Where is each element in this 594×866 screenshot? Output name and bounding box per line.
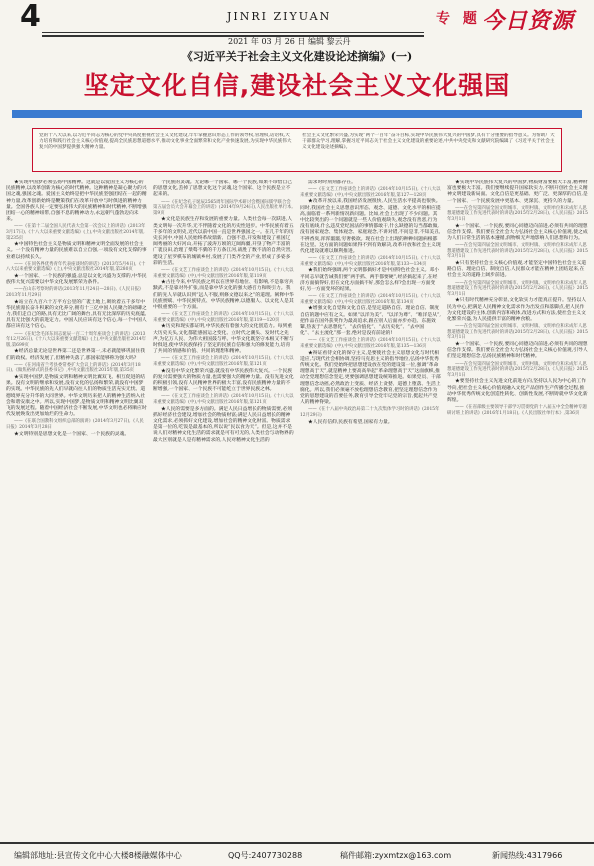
citation: ——在会见第四届全国文明城市、文明村镇、文明单位和未成年人思想道德建设工作先进代表时的讲话(2015年2月28日),《人民日报》2015年3月1日 [447,280,588,297]
citation: ——《在省部级主要领导干部学习贯彻党的十八届五中全会精神专题研讨班上的讲话》(2016年1月18日),《人民出版社单行本》,第36页 [447,405,587,416]
article-column [300,180,441,832]
paragraph: ★辩证看待文化的保守主义,是要使社会主义思想文化与时代相适应,与现代社会相协调,坚持马克思主义的指导地位,弘扬中华优秀传统文化。我们党始终把思想建设放在党的建设第一位,强调“革命理想高于天”,就是精神上要高高举起“革命理想高于天”这面旗帜,推动全党理想信念坚定,更要强调思想建设统筹推进。如果党员、干部理想信念动摇,必然政治上变质、经济上贪婪、道德上堕落、生活上腐化。所以,我们必须毫不放松理想信念教育,把坚定理想信念作为党的思想建设的首要任务,教育引导全党牢记党的宗旨,挺起共产党人的精神脊梁。 [300,350,441,406]
paragraph: ★改革开放以来,我国经济发展很快,人民生活水平提高也很快。同时,我国社会主义思想意识形态、观念、道德、文化水平的相应提高,面临着一系列新情况新问题。比如,社会上出现了不少问题。其中比较突出的一个问题就是一些人价值观缺失,观念没有善恶,行为没有底线,什么违反党纪国法的事情都敢干,什么缺德的勾当都敢做,没有国家观念、集体观念、家庭观念,不讲对错,不问是非,不知美丑,不辨香臭,浑浑噩噩,穷奢极欲。现在社会上出现的种种问题病根都在这里。这方面的问题如果得不到有效解决,改革开放和社会主义现代化建设就难以顺利推进。 [300,199,441,255]
footer-address: 编辑部地址:县宣传文化中心大楼8楼融媒体中心 [14,851,182,860]
paragraph: ★文化是民族生存和发展的重要力量。人类社会每一次跃进,人类文明每一次升华,无不伴随着文化的历史性进步。中华民族有着五千多年的文明史,近代以前中国一直是世界强国之一。在几千年的历史长河中,中国人民始终革故鼎新、自强不息,开发和建设了祖国辽阔秀丽的大好河山,开拓了波涛万顷的辽阔海疆,开垦了物产丰富的广袤良田,治理了桀骜不驯的千万条江河,战胜了数不清的自然灾害,建设了星罗棋布的城镇乡村,发展了门类齐全的产业,形成了多姿多彩的生活。 [153,217,294,266]
paragraph: ★实现中国梦,是物质文明和精神文明比翼双飞、相互促进的结果。没有文明的继承和发展,没有文化的弘扬和繁荣,就没有中国梦的实现。中华民族的先人们早就向往人们的物质生活充实无忧、道德境界充分升华的大同世界。中华文明历来把人的精神生活纳入社会和谐安康之中。所以,实现中国梦,是物质文明和精神文明比翼双飞的发展过程。随着中国经济社会不断发展,中华文明也必将顺应时代发展焕发出更加灿烂的生命力。 [6,374,147,418]
paragraph: ★没有中华文化繁荣兴盛,就没有中华民族伟大复兴。一个民族的复兴需要强大的物质力量,也需要强大的精神力量。没有先进文化的积极引领,没有人民精神世界的极大丰富,没有民族精神力量的不断增强,一个国家、一个民族不可能屹立于世界民族之林。 [153,368,294,393]
citation: ——《在纪念孔子诞辰2565周年国际学术研讨会暨国际儒学联合会第五届会员大会开幕会上的讲话》(2014年9月24日),人民出版社单行本,第9页 [153,199,293,216]
paragraph: ★我们始终强调,两个文明都搞好才是中国特色社会主义。邓小平同志早就告诫我们要“两手抓、两手都要硬”,经济搞起来了,在经济方面搞得好,但在文化方面搞不好,那会怎么样?会出现一方面变好,另一方面变坏的结果。 [300,268,440,293]
paragraph: ★一个国家、一个民族,要同心同德迈向前进,必须有共同的理想信念作支撑。我们要在全社会大力弘扬社会主义核心价值观,使之成为人们日常生活的基本遵循,润物细无声地影响人们思想和行为。 [447,223,588,241]
paragraph: ★中国特色社会主义是物质文明和精神文明全面发展的社会主义。一个没有精神力量的民族难以自立自强,一项没有文化支撑的事业难以持续长久。 [6,242,147,260]
article-column [447,180,588,832]
paragraph: ★文明特别是思想文化是一个国家、一个民族的灵魂。 [14,431,130,437]
paragraph: ★只有坚持社会主义核心价值观,才能坚定中国特色社会主义道路自信、理论自信、制度自信,人民群众才能在精神上团结起来,在社会主义的道路上阔步前进。 [447,260,587,279]
footer [0,842,594,866]
citation: ——在会见第四届全国文明城市、文明村镇、文明单位和未成年人思想道德建设工作先进代表时的讲话(2015年2月28日),《人民日报》2015年3月1日 [447,324,588,341]
citation: ——《在文艺工作座谈会上的讲话》(2014年10月15日),《十八大以来重要文献选编》(中),中央文献出版社2016年版,第119页 [153,268,294,279]
citation: ——《在十八届中央政治局第二十九次集体学习时的讲话》(2015年12月29日) [300,407,440,419]
citation: ——《在文艺工作座谈会上的讲话》(2014年10月15日),《十八大以来重要文献选编》(中),中央文献出版社2016年版,第134页 [300,294,441,305]
article-columns [6,180,588,832]
page-number: 4 [20,0,41,34]
masthead-rule [42,32,424,33]
decorative-band [12,110,582,118]
paragraph: ★实现中华民族伟大复兴的中国梦,物质财富要极大丰富,精神财富也要极大丰富。我们要继续提升国家软实力,不断开创社会主义精神文明建设新局面。文化自信是更基础、更广泛、更深厚的自信,是一个国家、一个民族发展中更基本、更深沉、更持久的力量。 [447,180,588,204]
footer-hotline: 新闻热线:4317966 [492,851,563,860]
footer-email: 稿件邮箱:zyxmtzx@163.com [340,851,452,860]
citation: ——《在文艺工作座谈会上的讲话》(2014年10月15日),《十八大以来重要文献选编》(中),中央文献出版社2016年版,第133—134页 [300,256,441,267]
citation: ——《在第十二届全国人民代表大会第一次会议上的讲话》(2013年3月17日),《十八大以来重要文献选编》(上),中央文献出版社2014年版,第235页 [6,224,146,241]
citation: ——《在文艺工作座谈会上的讲话》(2014年10月15日),《十八大以来重要文献选编》(中),中央文献出版社2016年版,第119—120页 [153,312,294,323]
citation: ——《在文艺工作座谈会上的讲话》(2014年10月15日),《十八大以来重要文献选编》(中),中央文献出版社2016年版,第135—136页 [300,338,441,350]
section-label: 专 题 [436,11,481,27]
paragraph: ★站立在九百六十万平方公里的广袤土地上,吸吮着五千多年中华民族漫长奋斗积累的文化养分,拥有十三亿中国人民聚合的磅礴之力,我们走自己的路,具有无比广阔的舞台,具有无比深厚的历史底蕴,具有无比强大的前进定力。中国人民应该有这个信心,每一个中国人都应该有这个信心。 [6,299,147,330]
paragraph: ★经济总量无论是世界第二还是世界第一,未必就能够巩固住我们的政权。经济发展了,但精神失落了,那国家能够称为强大吗? [6,349,146,361]
paragraph: ★历史和现实都证明,中华民族有着强大的文化创造力。每到重大历史关头,文化都能感国运之变化、立时代之潮头、发时代之先声,为亿万人民、为伟大祖国鼓与呼。中华文化既坚守本根又不断与时俱进,使中华民族保持了坚定的民族自信和强大的修复能力,培育了共同的情感和价值、共同的理想和精神。 [153,324,294,355]
paragraph: ★实现中国梦必须弘扬中国精神。这就是以爱国主义为核心的民族精神,以改革创新为核心的时代精神。这种精神是凝心聚力的兴国之魂,强国之魂。爱国主义始终是把中华民族坚强团结在一起的精神力量,改革创新始终是鞭策我们在改革开放中与时俱进的精神力量。全国各族人民一定要弘扬伟大的民族精神和时代精神,不断增强团结一心的精神纽带,自强不息的精神动力,永远朝气蓬勃迈向未来。 [6,180,147,223]
footer-qq: QQ号:2407730288 [228,851,303,860]
citation: ——在会见第四届全国文明城市、文明村镇、文明单位和未成年人思想道德建设工作先进代表时的讲话(2015年2月28日),《人民日报》2015年3月1日 [447,243,588,260]
paragraph: ★增强文化自觉和文化自信,是坚定道路自信、理论自信、制度自信的题中应有之义。如果“以洋为美”、“以洋为尊”、“唯洋是从”,把作品在国外获奖作为最高追求,跟在别人后面亦步亦趋、东施效颦,热衷于“去思想化”、“去价值化”、“去历史化”、“去中国化”、“去主流化”那一套,绝对是没有前途的! [300,306,441,337]
lede-right: 社会主义文化繁荣兴盛,为实现“两个一百年”奋斗目标,实现中华民族伟大复兴的中国梦,具有十分重要的指导意义。为帮助广大干部群众学习,理解,掌握习近平同志关于社会主义文化建设的重要论述,中共中央党史和文献研究院编辑了《习近平关于社会主义文化建设论述摘编》。 [302,133,555,150]
citation: ——《在文艺工作座谈会上的讲话》(2014年10月15日),《十八大以来重要文献选编》(中),中央文献出版社2016年版,第121页 [153,356,294,368]
citation: ——在会见第四届全国文明城市、文明村镇、文明单位和未成年人思想道德建设工作先进代表时的讲话(2015年2月28日),《人民日报》2015年3月1日 [447,205,588,222]
citation: ——《在联合国教科文组织总部的演讲》(2014年3月27日),《人民日报》2014年3月28日 [6,419,144,430]
citation: ——《在河南省兰考县委常委扩大会议上的讲话》(2014年3月18日),《做焦裕禄式的县委书记》,中央文献出版社2015年版,第35页 [6,362,141,374]
article-column [153,180,294,832]
dateline: 2021 年 03 月 26 日 编辑 黎云丹 [228,37,351,46]
brand-logo: 今日资源 [482,8,575,34]
citation: ——《在文艺工作座谈会上的讲话》(2014年10月15日),《十八大以来重要文献选编》(中),中央文献出版社2016年版,第121页 [153,394,294,406]
paragraph: 需求时时刻刻都存在。 [308,180,356,185]
paragraph: 个民族的灵魂。无论哪一个国家、哪一个民族,如果不珍惜自己的思想文化,丢掉了思想文化这个灵魂,这个国家、这个民族是立不起来的。 [153,180,293,198]
article-column [6,180,147,832]
headline: 坚定文化自信,建设社会主义文化强国 [83,71,511,100]
citation: ——在会见第四届全国文明城市、文明村镇、文明单位和未成年人思想道德建设工作先进代表时的讲话(2015年2月28日),《人民日报》2015年3月1日 [447,361,588,378]
paragraph: ★要坚持社会主义先进文化前进方向,坚持以人民为中心的工作导向,把社会主义核心价值观融入文化产品创作生产传播全过程,推动中华优秀传统文化创造性转化、创新性发展,不断铸就中华文化新辉煌。 [447,379,588,403]
paragraph: ★人民的需要是多方面的。满足人民日益增长的物质需要,必须抓好经济社会建设,增加社会的物质财富;满足人民日益增长的精神文化需求,必须抓好文化建设,增加社会的精神文化财富。物质需求是第一位的,吃饭是最基本的,所以说“民以食为天”。但是,这并不是说人们对精神文化生活的需求就是可有可无的,人类社会与动物界的最大区别就是人是有精神需求的,人民对精神文化生活的 [153,406,294,443]
paragraph: ★一个国家、一个民族的强盛,总是以文化兴盛为支撑的,中华民族伟大复兴需要以中华文化发展繁荣为条件。 [6,274,147,286]
lede-box [32,128,562,172]
series-title: 《习近平关于社会主义文化建设论述摘编》(一) [181,50,413,63]
paragraph: ★人民有信仰,民族有希望,国家有力量。 [308,419,393,425]
masthead [12,2,582,36]
citation: ——《在文艺工作座谈会上的讲话》(2014年10月15日),《十八大以来重要文献选编》(中),中央文献出版社2016年版,第127—128页 [300,187,441,198]
citation: ——《在同各界优秀青年代表座谈时的讲话》(2013年5月4日),《十八大以来重要文献选编》(上),中央文献出版社2014年版,第280页 [6,261,146,273]
paragraph: ★只有时代精神充分彰显,文化软实力才能真正提升。坚持以人民为中心,把满足人民精神文化需求作为出发点和落脚点,把人民作为文化建设的主体,创新内容和载体,改进方式和方法,使社会主义文化繁荣兴盛,为人民提供丰富的精神食粮。 [447,298,587,322]
citation: ——《在纪念毛泽东同志诞辰一百二十周年座谈会上的讲话》(2013年12月26日),《十八大以来重要文献选编》(上),中央文献出版社2014年版,第699页 [6,331,147,348]
paragraph: ★一个国家、一个民族,要同心同德迈向前进,必须有共同的理想信念作支撑。我们要在全社会大力弘扬社会主义核心价值观,引导人们坚定理想信念,弘扬民族精神和时代精神。 [447,341,588,360]
masthead-romanized: JINRI ZIYUAN [227,10,332,23]
citation: ——在山东考察时的讲话(2013年11月24日—28日),《人民日报》2013年11月29日 [6,287,144,298]
lede-left: 党的十八大以来,以习近平同志为核心的党中央高度重视社会主义文化建设,牢牢掌握意识形态工作的领导权,管理权,话语权,大力培育和践行社会主义核心价值观,提高全民族思想道德水平,推动文化事业全面繁荣和文化产业快速发展,为实现中华民族伟大复兴的中国梦提供强大精神力量。 [39,133,292,150]
paragraph: ★古往今来,中华民族之所以在世界有地位、有影响,不是靠穷兵黩武,不是靠对外扩张,而是靠中华文化的强大感召力和吸引力。我们的先人早就认识到“远人不服,则修文德以来之”的道理。阐释中华民族禀赋、中华民族特点、中华民族精神,以德服人、以文化人是其中很重要的一个方面。 [153,280,294,311]
